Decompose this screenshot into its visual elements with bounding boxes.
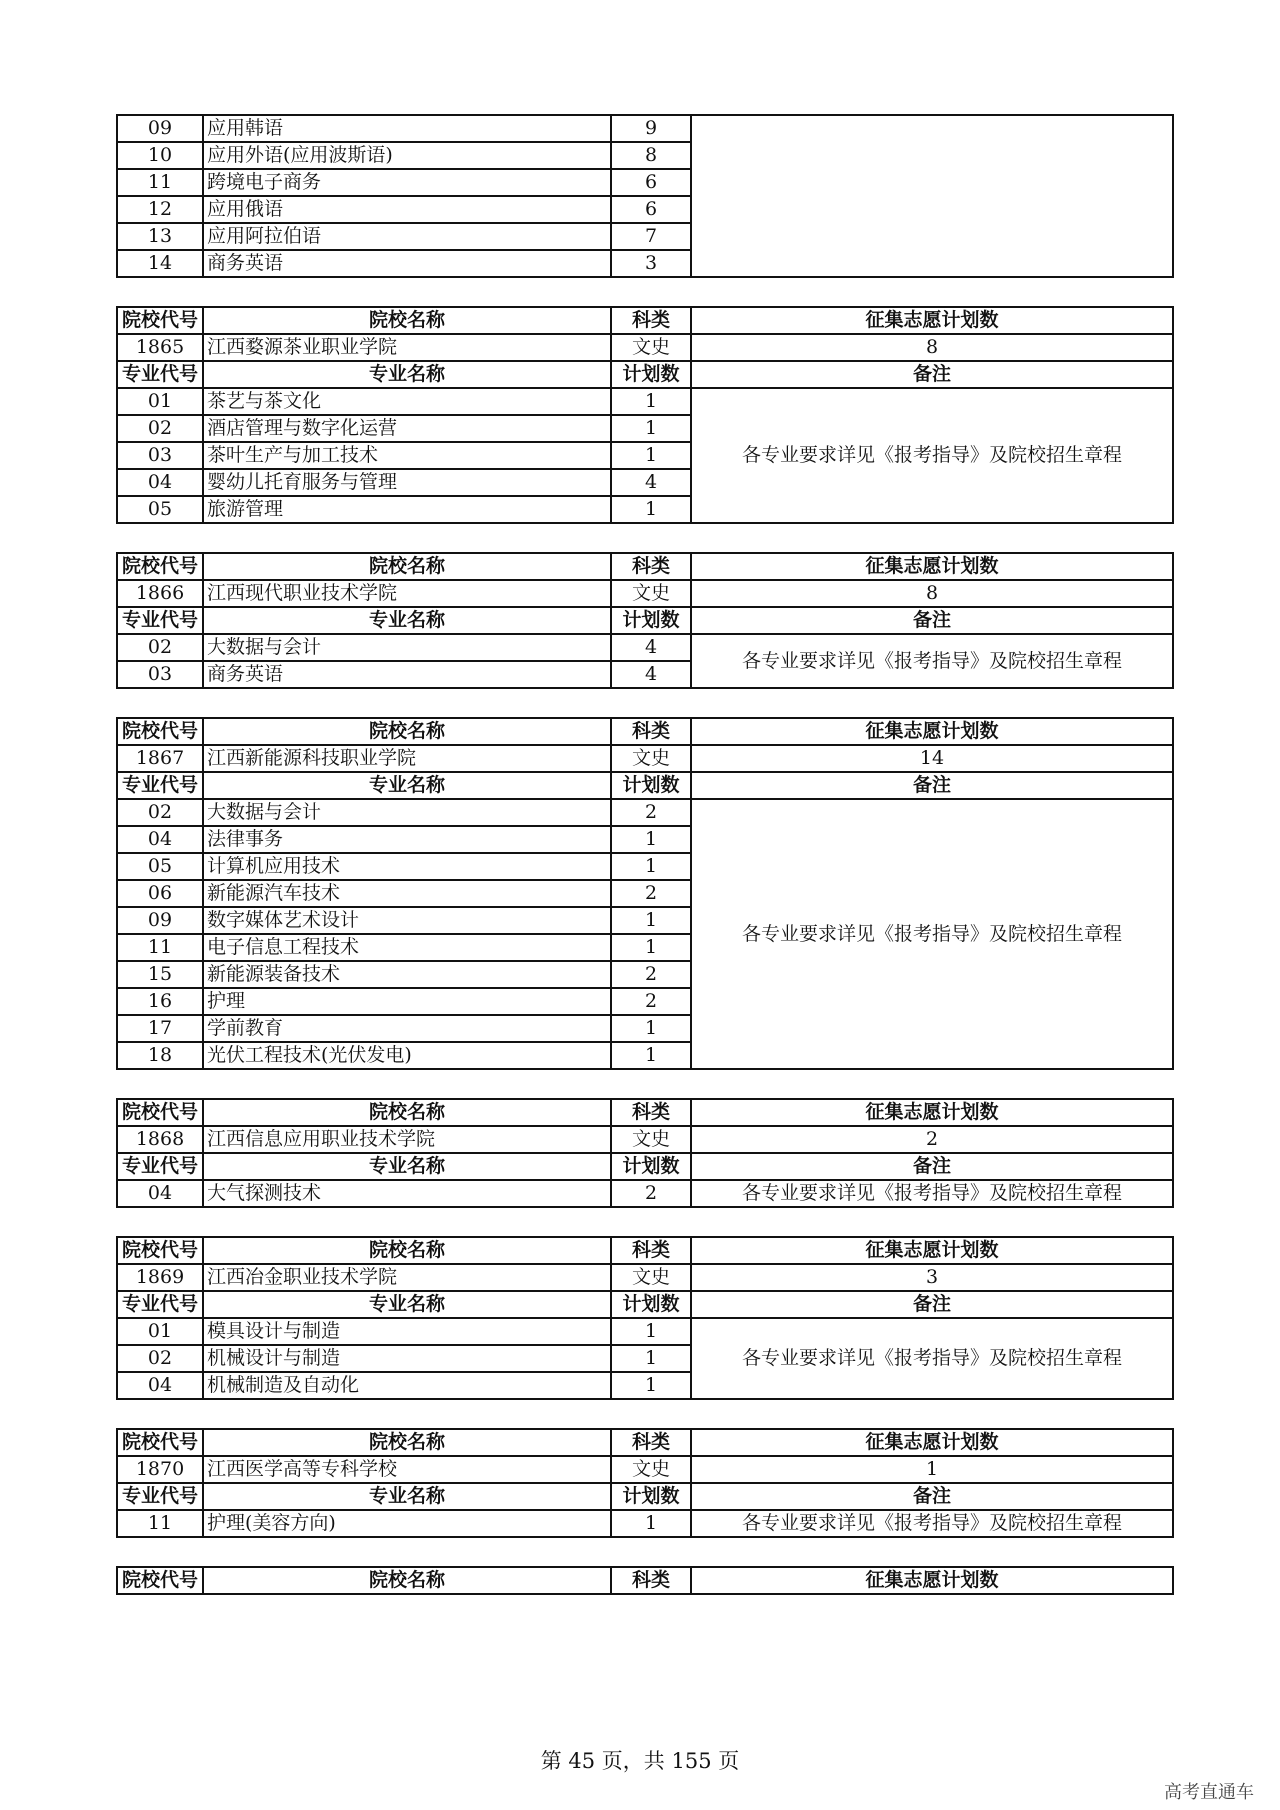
school-name-header: 院校名称 <box>203 1237 611 1264</box>
major-code-header: 专业代号 <box>117 772 203 799</box>
major-name: 商务英语 <box>203 250 611 277</box>
category-header: 科类 <box>611 1567 691 1594</box>
major-code-header: 专业代号 <box>117 1291 203 1318</box>
school-header-row <box>117 553 1173 580</box>
major-name: 跨境电子商务 <box>203 169 611 196</box>
school-code-header: 院校代号 <box>117 307 203 334</box>
major-header-row <box>117 607 1173 634</box>
major-code: 12 <box>117 196 203 223</box>
major-code-header: 专业代号 <box>117 361 203 388</box>
continuation-table <box>116 114 1174 278</box>
major-code: 01 <box>117 388 203 415</box>
school-plan-total: 14 <box>691 745 1173 772</box>
major-name: 新能源装备技术 <box>203 961 611 988</box>
major-code: 06 <box>117 880 203 907</box>
major-name: 应用外语(应用波斯语) <box>203 142 611 169</box>
remark-text: 各专业要求详见《报考指导》及院校招生章程 <box>691 1510 1173 1537</box>
major-name: 茶艺与茶文化 <box>203 388 611 415</box>
major-name: 数字媒体艺术设计 <box>203 907 611 934</box>
school-info-row <box>117 1264 1173 1291</box>
major-code: 02 <box>117 799 203 826</box>
major-name: 应用阿拉伯语 <box>203 223 611 250</box>
major-code: 04 <box>117 469 203 496</box>
plan-total-header: 征集志愿计划数 <box>691 1099 1173 1126</box>
school-name-header: 院校名称 <box>203 553 611 580</box>
major-name: 商务英语 <box>203 661 611 688</box>
school-table <box>116 306 1174 524</box>
remark-header: 备注 <box>691 772 1173 799</box>
major-name: 大气探测技术 <box>203 1180 611 1207</box>
category-header: 科类 <box>611 1237 691 1264</box>
school-name: 江西医学高等专科学校 <box>203 1456 611 1483</box>
major-code: 16 <box>117 988 203 1015</box>
watermark-text: 高考直通车 <box>1164 1782 1254 1803</box>
school-name-header: 院校名称 <box>203 1099 611 1126</box>
major-header-row <box>117 772 1173 799</box>
school-plan-total: 8 <box>691 334 1173 361</box>
major-code: 04 <box>117 1180 203 1207</box>
plan-total-header: 征集志愿计划数 <box>691 1429 1173 1456</box>
major-row <box>117 1318 1173 1345</box>
major-name-header: 专业名称 <box>203 1291 611 1318</box>
category-header: 科类 <box>611 307 691 334</box>
school-plan-total: 8 <box>691 580 1173 607</box>
school-header-row <box>117 718 1173 745</box>
major-name: 酒店管理与数字化运营 <box>203 415 611 442</box>
school-name-header: 院校名称 <box>203 1567 611 1594</box>
school-table <box>116 717 1174 1070</box>
major-code: 05 <box>117 853 203 880</box>
plan-count: 8 <box>611 142 691 169</box>
next-school-header-table <box>116 1566 1174 1595</box>
plan-count: 1 <box>611 934 691 961</box>
plan-total-header: 征集志愿计划数 <box>691 718 1173 745</box>
plan-count-header: 计划数 <box>611 361 691 388</box>
major-name: 大数据与会计 <box>203 634 611 661</box>
school-name: 江西信息应用职业技术学院 <box>203 1126 611 1153</box>
remark-text: 各专业要求详见《报考指导》及院校招生章程 <box>691 634 1173 688</box>
major-code: 11 <box>117 934 203 961</box>
plan-count: 6 <box>611 169 691 196</box>
major-name: 应用俄语 <box>203 196 611 223</box>
plan-count: 3 <box>611 250 691 277</box>
category-header: 科类 <box>611 718 691 745</box>
plan-count: 1 <box>611 826 691 853</box>
plan-count: 1 <box>611 1510 691 1537</box>
major-code-header: 专业代号 <box>117 1483 203 1510</box>
major-code: 18 <box>117 1042 203 1069</box>
remark-text: 各专业要求详见《报考指导》及院校招生章程 <box>691 1180 1173 1207</box>
category-header: 科类 <box>611 1429 691 1456</box>
remark-cell-empty <box>691 115 1173 277</box>
remark-header: 备注 <box>691 361 1173 388</box>
plan-count: 2 <box>611 1180 691 1207</box>
plan-count: 1 <box>611 1318 691 1345</box>
school-header-row <box>117 1567 1173 1594</box>
major-name-header: 专业名称 <box>203 1483 611 1510</box>
school-code-header: 院校代号 <box>117 1567 203 1594</box>
school-code-header: 院校代号 <box>117 1429 203 1456</box>
plan-count: 1 <box>611 1042 691 1069</box>
plan-count-header: 计划数 <box>611 607 691 634</box>
major-code: 09 <box>117 907 203 934</box>
school-category: 文史 <box>611 1126 691 1153</box>
page-content <box>116 114 1172 1623</box>
plan-total-header: 征集志愿计划数 <box>691 1237 1173 1264</box>
school-header-row <box>117 1429 1173 1456</box>
school-header-row <box>117 1237 1173 1264</box>
major-code: 17 <box>117 1015 203 1042</box>
school-code-header: 院校代号 <box>117 718 203 745</box>
school-info-row <box>117 334 1173 361</box>
plan-count: 1 <box>611 442 691 469</box>
major-name: 新能源汽车技术 <box>203 880 611 907</box>
school-code: 1866 <box>117 580 203 607</box>
plan-count: 1 <box>611 907 691 934</box>
major-name-header: 专业名称 <box>203 1153 611 1180</box>
major-code: 02 <box>117 1345 203 1372</box>
major-code: 04 <box>117 826 203 853</box>
category-header: 科类 <box>611 553 691 580</box>
plan-count: 2 <box>611 961 691 988</box>
plan-count-header: 计划数 <box>611 772 691 799</box>
school-code: 1868 <box>117 1126 203 1153</box>
major-name: 计算机应用技术 <box>203 853 611 880</box>
major-code: 11 <box>117 1510 203 1537</box>
school-name: 江西冶金职业技术学院 <box>203 1264 611 1291</box>
plan-count: 1 <box>611 1372 691 1399</box>
major-name: 应用韩语 <box>203 115 611 142</box>
major-name: 婴幼儿托育服务与管理 <box>203 469 611 496</box>
school-category: 文史 <box>611 334 691 361</box>
major-name: 光伏工程技术(光伏发电) <box>203 1042 611 1069</box>
major-name-header: 专业名称 <box>203 607 611 634</box>
major-name: 护理(美容方向) <box>203 1510 611 1537</box>
school-code: 1869 <box>117 1264 203 1291</box>
major-header-row <box>117 1483 1173 1510</box>
school-category: 文史 <box>611 1264 691 1291</box>
major-name: 机械设计与制造 <box>203 1345 611 1372</box>
plan-total-header: 征集志愿计划数 <box>691 1567 1173 1594</box>
remark-header: 备注 <box>691 1291 1173 1318</box>
school-info-row <box>117 580 1173 607</box>
major-row <box>117 1510 1173 1537</box>
school-code-header: 院校代号 <box>117 1099 203 1126</box>
school-name-header: 院校名称 <box>203 1429 611 1456</box>
plan-count: 2 <box>611 988 691 1015</box>
school-table <box>116 1428 1174 1538</box>
plan-total-header: 征集志愿计划数 <box>691 553 1173 580</box>
plan-total-header: 征集志愿计划数 <box>691 307 1173 334</box>
major-name: 茶叶生产与加工技术 <box>203 442 611 469</box>
major-name: 机械制造及自动化 <box>203 1372 611 1399</box>
plan-count: 4 <box>611 661 691 688</box>
major-row <box>117 1180 1173 1207</box>
major-code-header: 专业代号 <box>117 1153 203 1180</box>
plan-count: 1 <box>611 415 691 442</box>
plan-count-header: 计划数 <box>611 1291 691 1318</box>
school-name-header: 院校名称 <box>203 718 611 745</box>
major-code: 10 <box>117 142 203 169</box>
major-name-header: 专业名称 <box>203 772 611 799</box>
major-header-row <box>117 1291 1173 1318</box>
plan-count-header: 计划数 <box>611 1153 691 1180</box>
plan-count: 1 <box>611 496 691 523</box>
school-category: 文史 <box>611 1456 691 1483</box>
major-row <box>117 634 1173 661</box>
school-name: 江西现代职业技术学院 <box>203 580 611 607</box>
school-code: 1865 <box>117 334 203 361</box>
plan-count: 1 <box>611 1015 691 1042</box>
remark-text: 各专业要求详见《报考指导》及院校招生章程 <box>691 799 1173 1069</box>
plan-count: 1 <box>611 1345 691 1372</box>
major-code: 11 <box>117 169 203 196</box>
major-code: 13 <box>117 223 203 250</box>
school-name: 江西新能源科技职业学院 <box>203 745 611 772</box>
plan-count: 6 <box>611 196 691 223</box>
major-code: 04 <box>117 1372 203 1399</box>
school-code: 1867 <box>117 745 203 772</box>
school-table <box>116 1098 1174 1208</box>
major-name: 护理 <box>203 988 611 1015</box>
major-name-header: 专业名称 <box>203 361 611 388</box>
plan-count: 9 <box>611 115 691 142</box>
school-table <box>116 552 1174 689</box>
school-header-row <box>117 1099 1173 1126</box>
school-table <box>116 1236 1174 1400</box>
major-row <box>117 388 1173 415</box>
school-code-header: 院校代号 <box>117 553 203 580</box>
plan-count: 2 <box>611 880 691 907</box>
major-name: 大数据与会计 <box>203 799 611 826</box>
major-header-row <box>117 361 1173 388</box>
page-number: 第 45 页，共 155 页 <box>540 1749 740 1773</box>
plan-count: 1 <box>611 388 691 415</box>
school-code-header: 院校代号 <box>117 1237 203 1264</box>
school-info-row <box>117 1456 1173 1483</box>
major-code: 02 <box>117 415 203 442</box>
remark-text: 各专业要求详见《报考指导》及院校招生章程 <box>691 388 1173 523</box>
major-code: 14 <box>117 250 203 277</box>
school-category: 文史 <box>611 580 691 607</box>
school-name: 江西婺源茶业职业学院 <box>203 334 611 361</box>
remark-header: 备注 <box>691 1153 1173 1180</box>
major-code: 03 <box>117 661 203 688</box>
major-code: 05 <box>117 496 203 523</box>
plan-count: 7 <box>611 223 691 250</box>
major-header-row <box>117 1153 1173 1180</box>
school-name-header: 院校名称 <box>203 307 611 334</box>
major-row <box>117 799 1173 826</box>
major-row <box>117 115 1173 142</box>
major-code: 03 <box>117 442 203 469</box>
plan-count-header: 计划数 <box>611 1483 691 1510</box>
remark-header: 备注 <box>691 607 1173 634</box>
remark-header: 备注 <box>691 1483 1173 1510</box>
major-name: 法律事务 <box>203 826 611 853</box>
major-code: 01 <box>117 1318 203 1345</box>
school-plan-total: 1 <box>691 1456 1173 1483</box>
plan-count: 4 <box>611 634 691 661</box>
remark-text: 各专业要求详见《报考指导》及院校招生章程 <box>691 1318 1173 1399</box>
school-info-row <box>117 1126 1173 1153</box>
major-name: 电子信息工程技术 <box>203 934 611 961</box>
major-code: 15 <box>117 961 203 988</box>
school-category: 文史 <box>611 745 691 772</box>
plan-count: 4 <box>611 469 691 496</box>
school-list <box>116 306 1172 1538</box>
major-code: 02 <box>117 634 203 661</box>
school-info-row <box>117 745 1173 772</box>
school-plan-total: 3 <box>691 1264 1173 1291</box>
major-code: 09 <box>117 115 203 142</box>
major-name: 旅游管理 <box>203 496 611 523</box>
school-plan-total: 2 <box>691 1126 1173 1153</box>
major-name: 学前教育 <box>203 1015 611 1042</box>
plan-count: 1 <box>611 853 691 880</box>
plan-count: 2 <box>611 799 691 826</box>
school-header-row <box>117 307 1173 334</box>
major-code-header: 专业代号 <box>117 607 203 634</box>
school-code: 1870 <box>117 1456 203 1483</box>
major-name: 模具设计与制造 <box>203 1318 611 1345</box>
category-header: 科类 <box>611 1099 691 1126</box>
